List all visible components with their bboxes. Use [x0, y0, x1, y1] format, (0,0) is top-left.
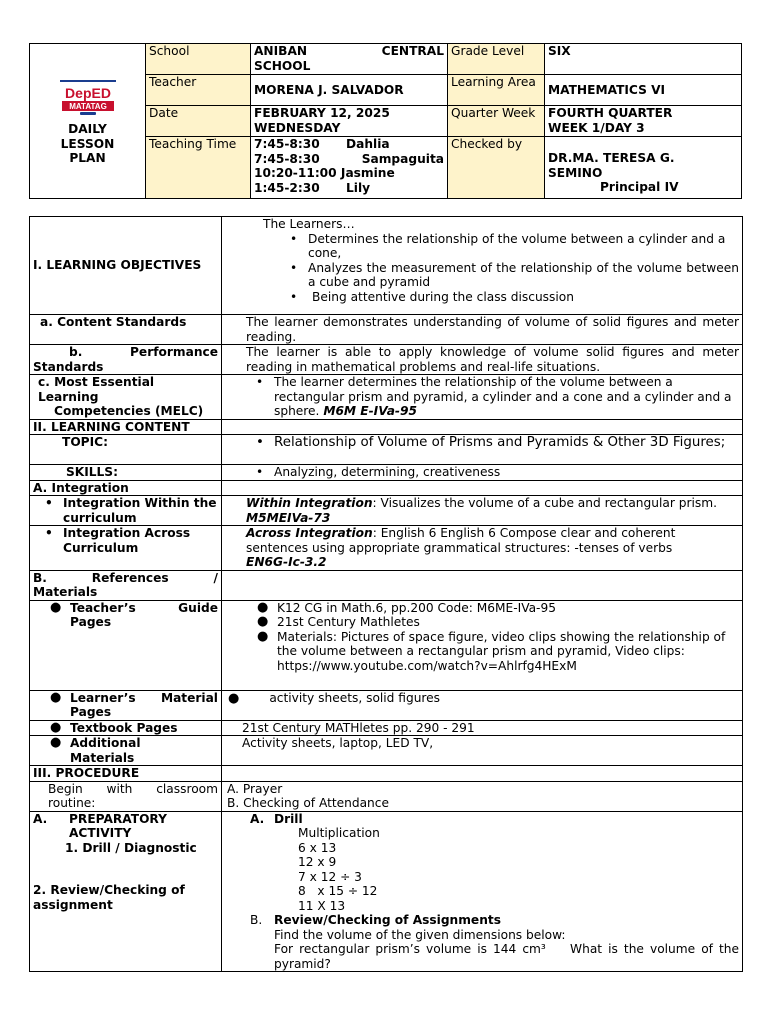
integration-label: A. Integration [30, 480, 222, 496]
topic-text: • Relationship of Volume of Prisms and Pyramids & Other 3D Figures; [274, 435, 739, 450]
logo-cell [30, 44, 146, 199]
objectives-label: I. LEARNING OBJECTIVES [30, 217, 222, 315]
objective-item: • Determines the relationship of the volume between a cylinder and a cone, [308, 232, 739, 261]
routine-item: B. Checking of Attendance [227, 796, 389, 810]
time-schedule [251, 137, 448, 199]
drill-item: 8 x 15 ÷ 12 [298, 884, 378, 898]
textbook-label: ● Textbook Pages [30, 720, 222, 736]
tg-item: ● K12 CG in Math.6, pp.200 Code: M6ME-IVa-95 [277, 601, 739, 616]
empty-cell [222, 419, 743, 435]
textbook-text: 21st Century MATHletes pp. 290 - 291 [222, 720, 743, 736]
date-label: Date [146, 106, 251, 137]
routine-label: Begin with classroom routine: [30, 781, 222, 811]
lm-label: ● Learner’s Material Pages [30, 690, 222, 720]
time-row: 1:45-2:30 Lily [254, 180, 371, 195]
svg-text:MATATAG: MATATAG [68, 102, 107, 111]
content-standards-label: a. Content Standards [30, 315, 222, 345]
review-line: Find the volume of the given dimensions below: [274, 927, 566, 942]
plan-title-line: DAILY [68, 122, 107, 136]
drill-item: 12 x 9 [298, 855, 337, 869]
grade-label: Grade Level [448, 44, 545, 75]
skills-text: • Analyzing, determining, creativeness [274, 465, 739, 480]
deped-matatag-logo [58, 78, 118, 118]
content-label: II. LEARNING CONTENT [30, 419, 222, 435]
teacher-label: Teacher [146, 75, 251, 106]
area-label: Learning Area [448, 75, 545, 106]
lm-cell: ● activity sheets, solid figures [222, 690, 743, 720]
objectives-intro: The Learners… [263, 217, 355, 231]
across-title: Across Integration [246, 526, 373, 540]
topic-cell [222, 435, 743, 465]
empty-cell [222, 480, 743, 496]
objective-item: • Being attentive during the class discussion [308, 290, 739, 305]
melc-cell [222, 375, 743, 420]
routine-item: A. Prayer [227, 781, 283, 796]
plan-title-line: LESSON [60, 136, 115, 151]
quarter-value: FOURTH QUARTER WEEK 1/DAY 3 [545, 106, 742, 137]
melc-label: c. Most Essential Learning Competencies (MELC) [30, 375, 222, 420]
drill-label: 1. Drill / Diagnostic [65, 840, 197, 855]
drill-item: 6 x 13 [298, 840, 337, 855]
objectives-cell [222, 217, 743, 315]
additional-text: Activity sheets, laptop, LED TV, [222, 736, 743, 766]
prep-cell [222, 811, 743, 972]
skills-cell [222, 465, 743, 481]
within-code: M5MEIVa-73 [246, 510, 331, 525]
checked-value: DR.MA. TERESA G. SEMINO Principal IV [545, 137, 742, 199]
prep-label: A. PREPARATORY ACTIVITY 1. Drill / Diagnostic 2. Review/Checking of assignment [30, 811, 222, 972]
header-table [29, 43, 742, 199]
performance-label: b. Performance Standards [30, 345, 222, 375]
svg-text:DepED: DepED [64, 85, 111, 101]
time-row: 7:45-8:30 Dahlia [254, 137, 390, 151]
within-cell: Within Integration: Visualizes the volume of a cube and rectangular prism. M5MEIVa-73 [222, 496, 743, 526]
across-cell: Across Integration: English 6 English 6 Compose clear and coherent sentences using appropriate grammatical structures: -tenses of verbs EN6G-Ic-3.2 [222, 526, 743, 571]
drill-item: 11 X 13 [298, 898, 346, 913]
grade-value: SIX [545, 44, 742, 75]
content-standards-text: The learner demonstrates understanding of volume of solid figures and meter reading. [222, 315, 743, 345]
empty-cell [222, 766, 743, 782]
time-row: 10:20-11:00 Jasmine [254, 166, 395, 180]
within-title: Within Integration [246, 496, 373, 510]
references-label: B. References / Materials [30, 570, 222, 600]
across-label: • Integration Across Curriculum [30, 526, 222, 571]
lm-text: activity sheets, solid figures [269, 690, 441, 705]
school-value: ANIBAN CENTRAL SCHOOL [251, 44, 448, 75]
teacher-value: MORENA J. SALVADOR [251, 75, 448, 106]
melc-code: M6M E-IVa-95 [323, 404, 417, 418]
area-value: MATHEMATICS VI [545, 75, 742, 106]
quarter-label: Quarter Week [448, 106, 545, 137]
topic-label: TOPIC: [30, 435, 222, 465]
plan-title-line: PLAN [69, 151, 106, 165]
drill-item: 7 x 12 ÷ 3 [298, 869, 362, 884]
review-heading: B. Review/Checking of Assignments [250, 913, 501, 927]
procedure-label: III. PROCEDURE [30, 766, 222, 782]
time-label: Teaching Time [146, 137, 251, 199]
school-label: School [146, 44, 251, 75]
checked-label: Checked by [448, 137, 545, 199]
tg-label: ● Teacher’s Guide Pages [30, 600, 222, 690]
empty-cell [222, 570, 743, 600]
drill-heading: A. Drill [250, 811, 303, 826]
melc-item: • The learner determines the relationship of the volume between a rectangular prism and pyramid, a cylinder and a cone and a cylinder and a sphere. M6M E-IVa-95 [274, 375, 739, 419]
additional-label: ● Additional Materials [30, 736, 222, 766]
objective-item: • Analyzes the measurement of the relationship of the volume between a cube and pyramid [308, 261, 739, 290]
routine-cell [222, 781, 743, 811]
skills-label: SKILLS: [30, 465, 222, 481]
across-code: EN6G-Ic-3.2 [246, 555, 327, 569]
date-value: FEBRUARY 12, 2025 WEDNESDAY [251, 106, 448, 137]
tg-item: ● 21st Century Mathletes [277, 615, 739, 630]
tg-item: ● Materials: Pictures of space figure, video clips showing the relationship of the volume between a rectangular prism and pyramid, Video clips: https://www.youtube.com/watch?v=Ahlrfg4HExM [277, 630, 739, 674]
within-label: • Integration Within the curriculum [30, 496, 222, 526]
review-label: 2. Review/Checking of assignment [33, 883, 185, 912]
review-line: For rectangular prism’s volume is 144 cm³ What is the volume of the pyramid? [274, 942, 743, 971]
lesson-table [29, 216, 743, 972]
performance-text: The learner is able to apply knowledge of volume solid figures and meter reading in mathematical problems and real-life situations. [222, 345, 743, 375]
tg-cell [222, 600, 743, 690]
time-row: 7:45-8:30 Sampaguita [254, 151, 444, 166]
drill-subheading: Multiplication [298, 826, 380, 840]
